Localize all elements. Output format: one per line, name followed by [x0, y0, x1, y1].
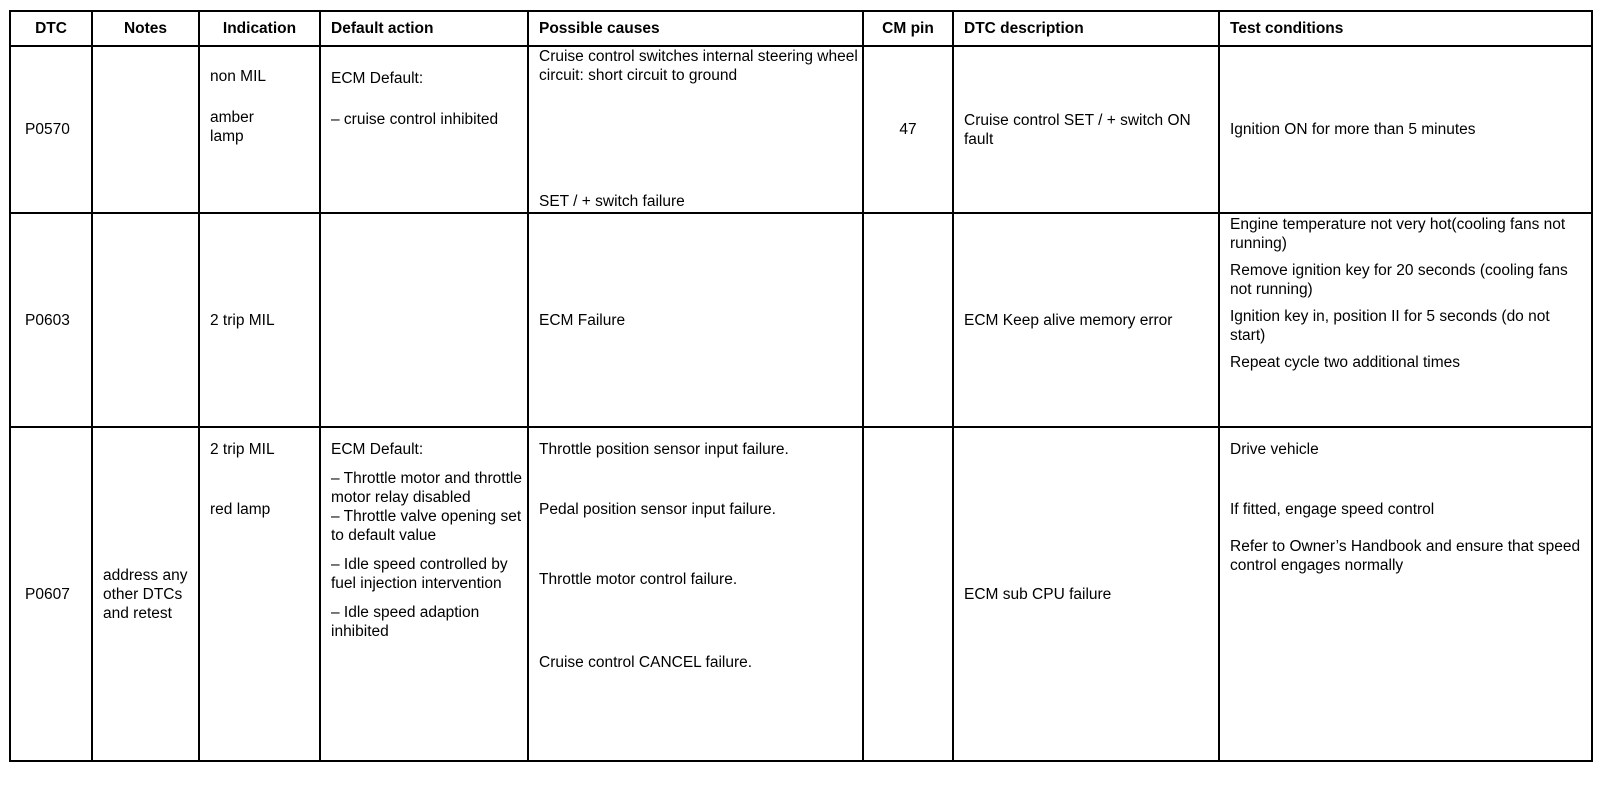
dtc-description-cell: Cruise control SET / + switch ON fault [953, 46, 1219, 213]
dtc-code: P0603 [10, 213, 92, 427]
test-conditions-cell [1219, 46, 1592, 213]
notes-cell [92, 213, 199, 427]
possible-causes-cell [528, 213, 863, 427]
test-condition-line: Remove ignition key for 20 seconds (cooling fans not running) [1230, 262, 1568, 298]
indication-line: 2 trip MIL [210, 311, 275, 329]
dtc-code: P0607 [10, 427, 92, 761]
possible-cause-line: Pedal position sensor input failure. [539, 501, 776, 518]
default-action-line: – Throttle valve opening set to default value [331, 508, 522, 544]
test-conditions-cell [1219, 213, 1592, 427]
possible-cause-line: Throttle motor control failure. [539, 571, 738, 588]
cm-pin-cell [863, 427, 953, 761]
cm-pin-cell [863, 213, 953, 427]
dtc-description-cell: ECM Keep alive memory error [953, 213, 1219, 427]
table-row [10, 213, 1592, 427]
test-condition-line: If fitted, engage speed control [1230, 501, 1435, 518]
possible-cause-line: Throttle position sensor input failure. [539, 441, 789, 458]
header-notes: Notes [92, 11, 199, 46]
indication-cell [199, 213, 320, 427]
header-row [10, 11, 1592, 46]
default-action-line: – cruise control inhibited [331, 111, 499, 128]
header-test-conditions: Test conditions [1219, 11, 1592, 46]
default-action-line: – Throttle motor and throttle motor relay disabled [331, 470, 522, 506]
notes-cell [92, 46, 199, 213]
test-condition-line: Ignition key in, position II for 5 seconds (do not start) [1230, 308, 1550, 344]
indication-line: non MIL [210, 68, 267, 85]
test-condition-line: Refer to Owner’s Handbook and ensure that speed control engages normally [1230, 538, 1581, 574]
indication-cell [199, 46, 320, 213]
test-condition-line: Engine temperature not very hot(cooling fans not running) [1230, 216, 1566, 252]
header-possible-causes: Possible causes [528, 11, 863, 46]
notes-cell: address any other DTCs and retest [92, 427, 199, 761]
cm-pin-cell: 47 [863, 46, 953, 213]
possible-causes-cell [528, 46, 863, 213]
dtc-code: P0570 [10, 46, 92, 213]
test-conditions-cell [1219, 427, 1592, 761]
header-cm-pin: CM pin [863, 11, 953, 46]
default-action-line: ECM Default: [331, 70, 424, 87]
indication-line: 2 trip MIL [210, 441, 275, 458]
test-condition-line: Repeat cycle two additional times [1230, 354, 1461, 371]
possible-causes-cell [528, 427, 863, 761]
possible-cause-line: ECM Failure [539, 311, 626, 329]
header-indication: Indication [199, 11, 320, 46]
possible-cause-line: Cruise control CANCEL failure. [539, 654, 753, 671]
default-action-line: – Idle speed controlled by fuel injection intervention [331, 556, 508, 592]
default-action-cell [320, 213, 528, 427]
dtc-description-cell: ECM sub CPU failure [953, 427, 1219, 761]
possible-cause-line: SET / + switch failure [539, 193, 685, 210]
default-action-line: – Idle speed adaption inhibited [331, 604, 480, 640]
test-condition-line: Ignition ON for more than 5 minutes [1230, 121, 1476, 138]
header-dtc: DTC [10, 11, 92, 46]
indication-line: amber lamp [210, 109, 254, 145]
table-row [10, 427, 1592, 761]
dtc-table [9, 10, 1593, 762]
default-action-cell [320, 46, 528, 213]
possible-cause-line: Cruise control switches internal steering wheel circuit: short circuit to ground [539, 48, 858, 84]
default-action-cell [320, 427, 528, 761]
indication-cell [199, 427, 320, 761]
indication-line: red lamp [210, 501, 271, 518]
table-row [10, 46, 1592, 213]
header-dtc-description: DTC description [953, 11, 1219, 46]
default-action-line: ECM Default: [331, 441, 424, 458]
test-condition-line: Drive vehicle [1230, 441, 1319, 458]
header-default-action: Default action [320, 11, 528, 46]
